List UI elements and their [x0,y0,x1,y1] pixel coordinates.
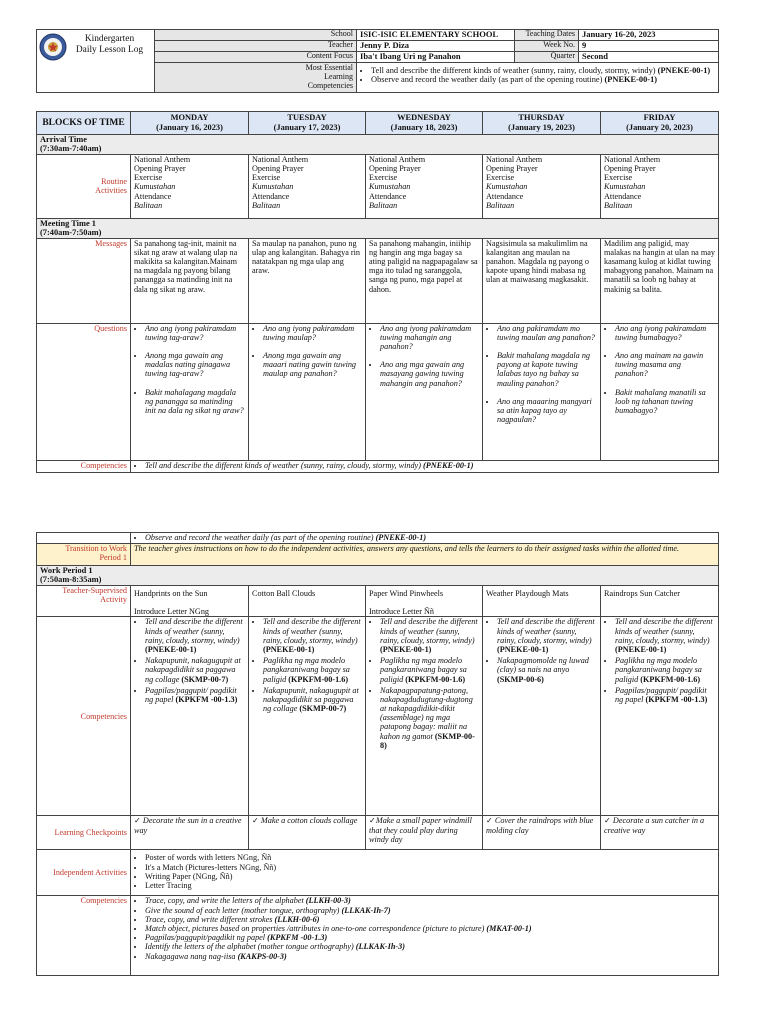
day-header-tuesday: TUESDAY (January 17, 2023) [249,112,366,135]
question-item: • Ano ang mga gawain ang masayang gawing tuwing mahangin ang panahon? [380,360,479,388]
messages-label: Messages [37,238,131,323]
routine-label: Routine Activities [37,154,131,218]
tsa-cell: Raindrops Sun Catcher [601,585,719,617]
message-cell: Nagsisimula sa makulimlim na kalangitan ang maulan na panahon. Magdala ng payong o kapote upang hindi mabasa ng ulan at maiwasang magkasakit. [483,238,601,323]
day-header-monday: MONDAY (January 16, 2023) [131,112,249,135]
tsa-cell: Paper Wind Pinwheels Introduce Letter Ññ [366,585,483,617]
checkpoint-cell: ✓ Decorate the sun in a creative way [131,816,249,850]
question-item: • Bakit mahalang manatili sa loob ng tahanan tuwing bumabagyo? [615,388,715,416]
quarter-value: Second [579,52,719,63]
header-logo-cell [37,30,155,93]
routine-cell: National Anthem Opening Prayer Exercise Kumustahan Attendance Balitaan [131,154,249,218]
routine-cell: National Anthem Opening Prayer Exercise Kumustahan Attendance Balitaan [483,154,601,218]
deped-seal-icon [39,33,67,61]
teacher-value: Jenny P. Diza [357,41,515,52]
competency-item: • Paglikha ng mga modelo pangkaraniwang bagay sa paligid (KPKFM-00-1.6) [380,656,479,684]
question-item: • Ano ang maaaring mangyari sa atin kapag tayo ay nagpaulan? [497,397,597,425]
competency-item: • Nakapagmomolde ng luwad (clay) sa nais na anyo (SKMP-00-6) [497,656,597,684]
question-item: • Ano ang iyong pakiramdam tuwing maulap? [263,324,362,342]
teaching-dates-value: January 16-20, 2023 [579,30,719,41]
tsa-cell: Handprints on the Sun Introduce Letter NGng [131,585,249,617]
check-icon: ✓ [134,816,141,826]
independent-competencies-label: Competencies [37,896,131,976]
competency-item: • Pagpilas/paggupit/ pagdikit ng papel (KPKFM -00-1.3) [145,686,245,704]
tsa-label: Teacher-Supervised Activity [37,585,131,617]
mel-item: • Tell and describe the different kinds of weather (sunny, rainy, cloudy, stormy, windy) (PNEKE-00-1) [371,66,715,75]
question-item: • Ano ang mainam na gawin tuwing masama ang panahon? [615,351,715,379]
independent-item: • It's a Match (Pictures-letters NGng, Ññ) [145,863,715,872]
question-item: • Anong mga gawain ang madalas nating ginagawa tuwing tag-araw? [145,351,245,379]
message-cell: Sa panahong mahangin, iniihip ng hangin ang mga bagay sa ating paligid na nagpapagalaw sa mga ito tulad ng saranggola, sanga ng puno, mga papel at dahon. [366,238,483,323]
wp-competencies-cell [601,617,719,816]
school-label: School [155,30,357,41]
competency-item: • Paglikha ng mga modelo pangkaraniwang bagay sa paligid (KPKFM-00-1.6) [615,656,715,684]
checkpoint-cell: ✓ Cover the raindrops with blue molding clay [483,816,601,850]
question-item: • Bakit mahalang magdala ng payong at kapote tuwing lalabas tayo ng bahay sa mauling panahon? [497,351,597,388]
competency-item: • Nakagagawa nang nag-iisa (KAKPS-00-3) [145,952,715,961]
independent-label: Independent Activities [37,850,131,896]
competency-item: • Trace, copy, and write the letters of the alphabet (LLKH-00-3) [145,896,715,905]
mel-label-1: Most Essential [305,63,354,72]
message-cell: Madilim ang paligid, may malakas na hangin at ulan na may kasamang kulog at kidlat tuwing mabagyong panahon. Mainam na manatili sa loob ng bahay at makinig sa balita. [601,238,719,323]
competency-item: • Identify the letters of the alphabet (mother tongue orthography) (LLKAK-Ih-3) [145,942,715,951]
transition-label: Transition to Work Period 1 [37,544,131,566]
teacher-label: Teacher [155,41,357,52]
question-item: • Ano ang pakiramdam mo tuwing maulan ang panahon? [497,324,597,342]
routine-cell: National Anthem Opening Prayer Exercise Kumustahan Attendance Balitaan [249,154,366,218]
questions-label: Questions [37,323,131,460]
checkpoint-cell: ✓ Decorate a sun catcher in a creative way [601,816,719,850]
question-item: • Anong mga gawain ang maaari nating gawin tuwing maulap ang panahon? [263,351,362,379]
week-value: 9 [579,41,719,52]
routine-cell: National Anthem Opening Prayer Exercise Kumustahan Attendance Balitaan [366,154,483,218]
checkpoint-cell: ✓ Make a cotton clouds collage [249,816,366,850]
check-icon: ✓ [252,816,259,826]
competency-item: • Observe and record the weather daily (as part of the opening routine) (PNEKE-00-1) [145,533,715,542]
competency-item: • Match object, pictures based on properties /attributes in one-to-one correspondence (picture to picture) (MKAT-00-1) [145,924,715,933]
competency-item: • Nakapagpapatung-patong, nakapagdudugtung-dugtong at nakapagdidikit-dikit (assemblage) ng mga patapong bagay: maliit na kahon ng gamot (SKMP-00-8) [380,686,479,750]
wp-competencies-cell [249,617,366,816]
arrival-time-section: Arrival Time (7:30am-7:40am) [37,135,719,155]
quarter-label: Quarter [515,52,579,63]
content-focus-value: Iba't Ibang Uri ng Panahon [357,52,515,63]
competency-item: • Trace, copy, and write different strokes (LLKH-00-6) [145,915,715,924]
wp-competencies-label: Competencies [37,617,131,816]
independent-item: • Poster of words with letters NGng, Ññ [145,853,715,862]
question-item: • Bakit mahalagang magdala ng panangga sa matinding init na dala ng sikat ng araw? [145,388,245,416]
check-icon: ✓ [486,816,493,826]
meeting-competencies-cell [131,460,719,472]
competency-item: • Tell and describe the different kinds of weather (sunny, rainy, cloudy, stormy, windy) (PNEKE-00-1) [145,617,245,654]
header-table [36,29,719,93]
main-table-2 [36,532,719,976]
questions-cell [483,323,601,460]
header-title-line1: Kindergarten [84,34,135,44]
week-label: Week No. [515,41,579,52]
question-item: • Ano ang iyong pakiramdam tuwing bumabagyo? [615,324,715,342]
day-header-wednesday: WEDNESDAY (January 18, 2023) [366,112,483,135]
mel-list [357,63,719,93]
independent-cell [131,850,719,896]
mel-label-2: Learning [324,72,354,82]
mel-label-3: Competencies [307,81,354,91]
mel-item: • Observe and record the weather daily (as part of the opening routine) (PNEKE-00-1) [371,75,715,84]
tsa-cell: Cotton Ball Clouds [249,585,366,617]
meeting-competencies-cont [131,533,719,544]
meeting-time-section: Meeting Time 1 (7:40am-7:50am) [37,218,719,238]
wp-competencies-cell [483,617,601,816]
competency-item: • Tell and describe the different kinds of weather (sunny, rainy, cloudy, stormy, windy) (PNEKE-00-1) [263,617,362,654]
day-header-friday: FRIDAY (January 20, 2023) [601,112,719,135]
wp-competencies-cell [366,617,483,816]
independent-item: • Writing Paper (NGng, Ññ) [145,872,715,881]
questions-cell [601,323,719,460]
checkpoints-label: Learning Checkpoints [37,816,131,850]
mel-label [155,63,357,93]
header-title-line2: Daily Lesson Log [75,44,144,55]
day-header-thursday: THURSDAY (January 19, 2023) [483,112,601,135]
competency-item: • Pagpilas/paggupit/pagdikit ng papel (KPKFM -00-1.3) [145,933,715,942]
continued-label-cell [37,533,131,544]
message-cell: Sa maulap na panahon, puno ng ulap ang kalangitan. Bahagya rin natatakpan ng mga ulap ang araw. [249,238,366,323]
check-icon: ✓ [604,816,611,826]
competency-item: • Paglikha ng mga modelo pangkaraniwang bagay sa paligid (KPKFM-00-1.6) [263,656,362,684]
competency-item: • Give the sound of each letter (mother tongue, orthography) (LLKAK-Ih-7) [145,906,715,915]
question-item: • Ano ang iyong pakiramdam tuwing mahangin ang panahon? [380,324,479,352]
questions-cell [131,323,249,460]
independent-competencies-cell [131,896,719,976]
meeting-competencies-label: Competencies [37,460,131,472]
competency-item: • Tell and describe the different kinds of weather (sunny, rainy, cloudy, stormy, windy) (PNEKE-00-1) [145,461,715,470]
transition-text: The teacher gives instructions on how to do the independent activities, answers any questions, and tells the learners to do their assigned tasks within the allotted time. [131,544,719,566]
work-period-section: Work Period 1 (7:50am-8:35am) [37,566,719,586]
competency-item: • Tell and describe the different kinds of weather (sunny, rainy, cloudy, stormy, windy) (PNEKE-00-1) [497,617,597,654]
blocks-of-time-header: BLOCKS OF TIME [37,112,131,135]
routine-cell: National Anthem Opening Prayer Exercise Kumustahan Attendance Balitaan [601,154,719,218]
competency-item: • Tell and describe the different kinds of weather (sunny, rainy, cloudy, stormy, windy) (PNEKE-00-1) [380,617,479,654]
competency-item: • Nakapupunit, nakagugupit at nakapagdidikit sa paggawa ng collage (SKMP-00-7) [263,686,362,714]
competency-item: • Nakapupunit, nakagugupit at nakapagdidikit sa paggawa ng collage (SKMP-00-7) [145,656,245,684]
check-icon: ✓ [369,816,376,826]
questions-cell [249,323,366,460]
main-table-1 [36,111,719,473]
competency-item: • Pagpilas/paggupit/ pagdikit ng papel (KPKFM -00-1.3) [615,686,715,704]
competency-item: • Tell and describe the different kinds of weather (sunny, rainy, cloudy, stormy, windy) (PNEKE-00-1) [615,617,715,654]
independent-item: • Letter Tracing [145,881,715,890]
questions-cell [366,323,483,460]
checkpoint-cell: ✓Make a small paper windmill that they could play during windy day [366,816,483,850]
message-cell: Sa panahong tag-init, mainit na sikat ng araw at walang ulap na makikita sa kalangitan.Mainam na magdala ng payong bilang panangga sa matinding init na dala ng sikat ng araw. [131,238,249,323]
wp-competencies-cell [131,617,249,816]
tsa-cell: Weather Playdough Mats [483,585,601,617]
question-item: • Ano ang iyong pakiramdam tuwing tag-araw? [145,324,245,342]
school-value: ISIC-ISIC ELEMENTARY SCHOOL [357,30,515,41]
teaching-dates-label: Teaching Dates [515,30,579,41]
content-focus-label: Content Focus [155,52,357,63]
